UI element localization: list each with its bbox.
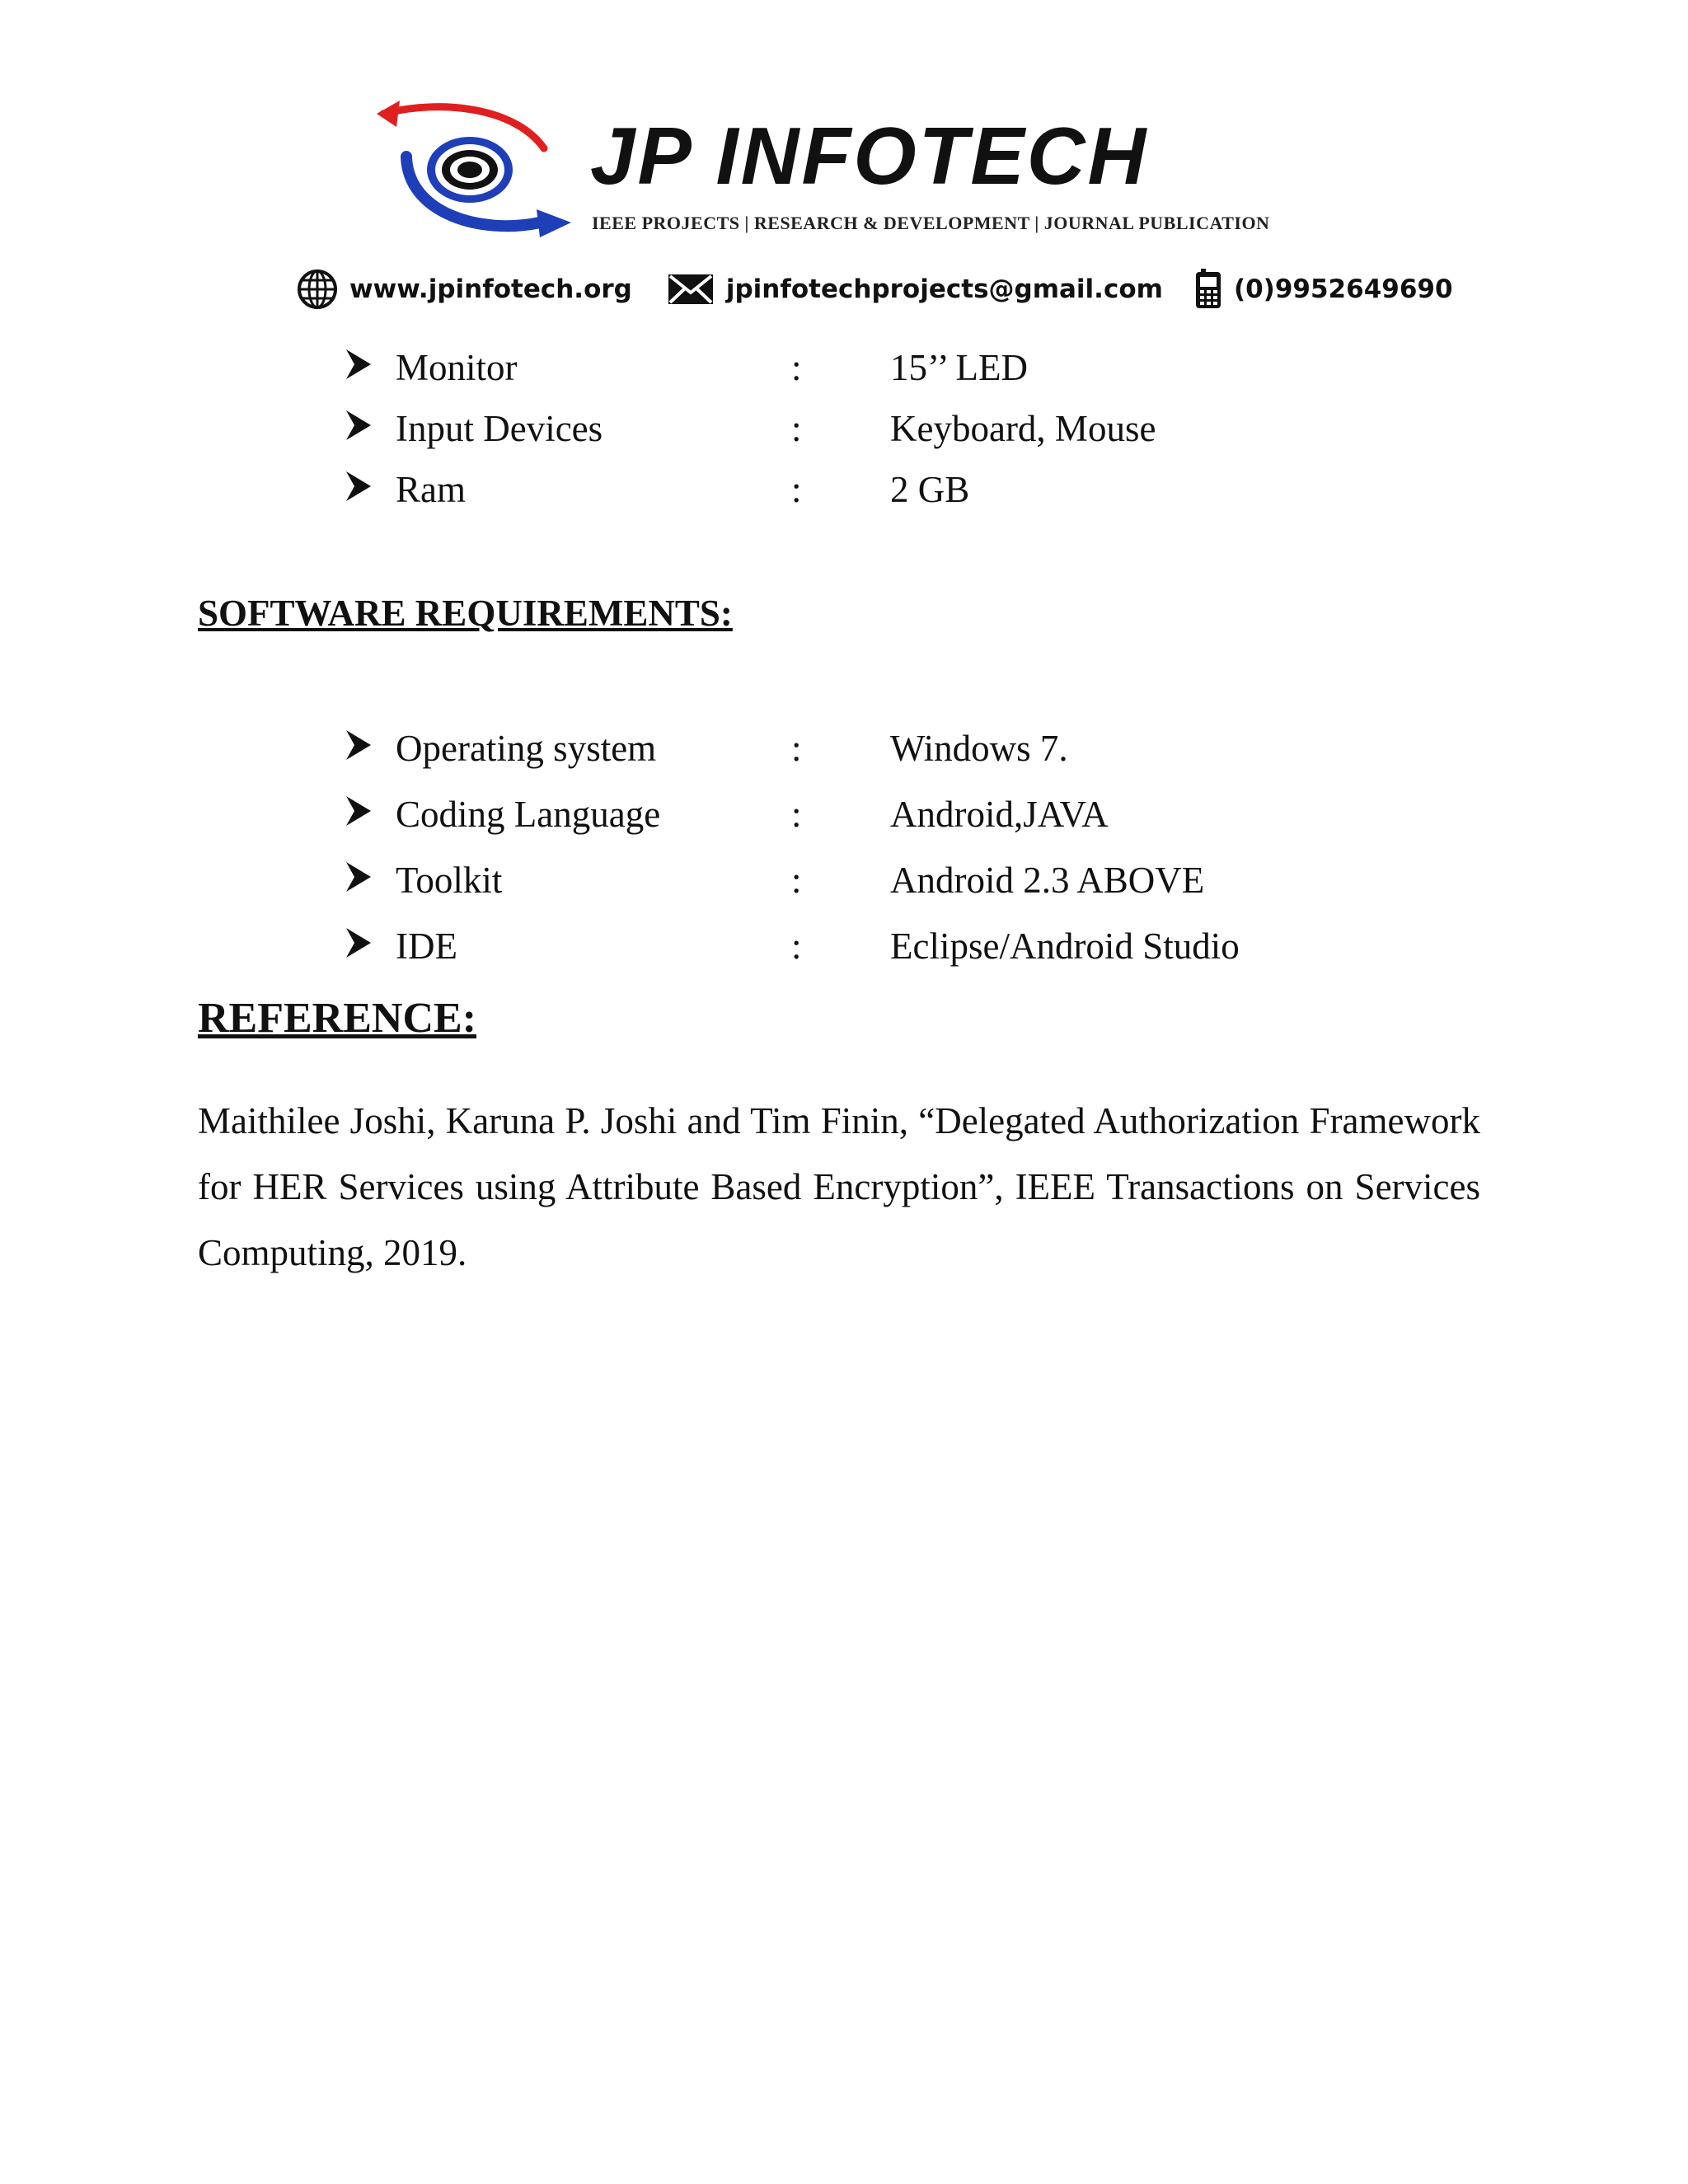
phone-text: (0)9952649690 <box>1233 274 1453 304</box>
spec-colon: : <box>791 347 802 388</box>
spec-colon: : <box>791 469 802 510</box>
reference-heading: REFERENCE: <box>198 995 477 1042</box>
mobile-phone-icon <box>1194 269 1222 310</box>
spec-colon: : <box>791 728 802 769</box>
arrow-bullet-icon <box>345 860 373 893</box>
spec-label: Operating system <box>396 728 657 769</box>
arrow-bullet-icon <box>345 729 373 762</box>
envelope-icon <box>667 273 715 306</box>
contact-email[interactable] <box>667 273 1163 306</box>
spec-value: 2 GB <box>890 469 970 510</box>
spec-value: 15’’ LED <box>890 347 1029 388</box>
arrow-bullet-icon <box>345 794 373 827</box>
contact-phone[interactable] <box>1194 269 1453 310</box>
spec-colon: : <box>791 926 802 967</box>
arrow-bullet-icon <box>345 926 373 959</box>
spec-value: Eclipse/Android Studio <box>890 926 1240 967</box>
spec-value: Android 2.3 ABOVE <box>890 860 1205 901</box>
email-text: jpinfotechprojects@gmail.com <box>725 274 1163 304</box>
contact-bar <box>297 269 1453 310</box>
spec-value: Android,JAVA <box>890 794 1109 835</box>
software-requirements-heading: SOFTWARE REQUIREMENTS: <box>198 593 733 634</box>
spec-label: IDE <box>396 926 457 967</box>
website-text: www.jpinfotech.org <box>349 274 632 304</box>
brand-name: JP INFOTECH <box>590 110 1149 201</box>
spec-colon: : <box>791 860 802 901</box>
spec-label: Toolkit <box>396 860 503 901</box>
spec-label: Monitor <box>396 347 518 388</box>
arrow-bullet-icon <box>345 409 373 442</box>
spec-value: Keyboard, Mouse <box>890 408 1156 449</box>
arrow-bullet-icon <box>345 470 373 503</box>
contact-website[interactable] <box>297 269 632 310</box>
arrow-bullet-icon <box>345 348 373 381</box>
spec-label: Input Devices <box>396 408 603 449</box>
reference-citation: Maithilee Joshi, Karuna P. Joshi and Tim Finin, “Delegated Authorization Framework for HER Services using Attribute Based Encryption”, IEEE Transactions on Services Computing, 2019. <box>198 1100 1480 1273</box>
spec-value: Windows 7. <box>890 728 1068 769</box>
spec-colon: : <box>791 794 802 835</box>
spec-colon: : <box>791 408 802 449</box>
spec-label: Ram <box>396 469 466 510</box>
company-logo-emblem <box>375 99 573 239</box>
brand-tagline: IEEE PROJECTS | RESEARCH & DEVELOPMENT | JOURNAL PUBLICATION <box>592 213 1270 233</box>
spec-label: Coding Language <box>396 794 661 835</box>
globe-icon <box>297 269 338 310</box>
